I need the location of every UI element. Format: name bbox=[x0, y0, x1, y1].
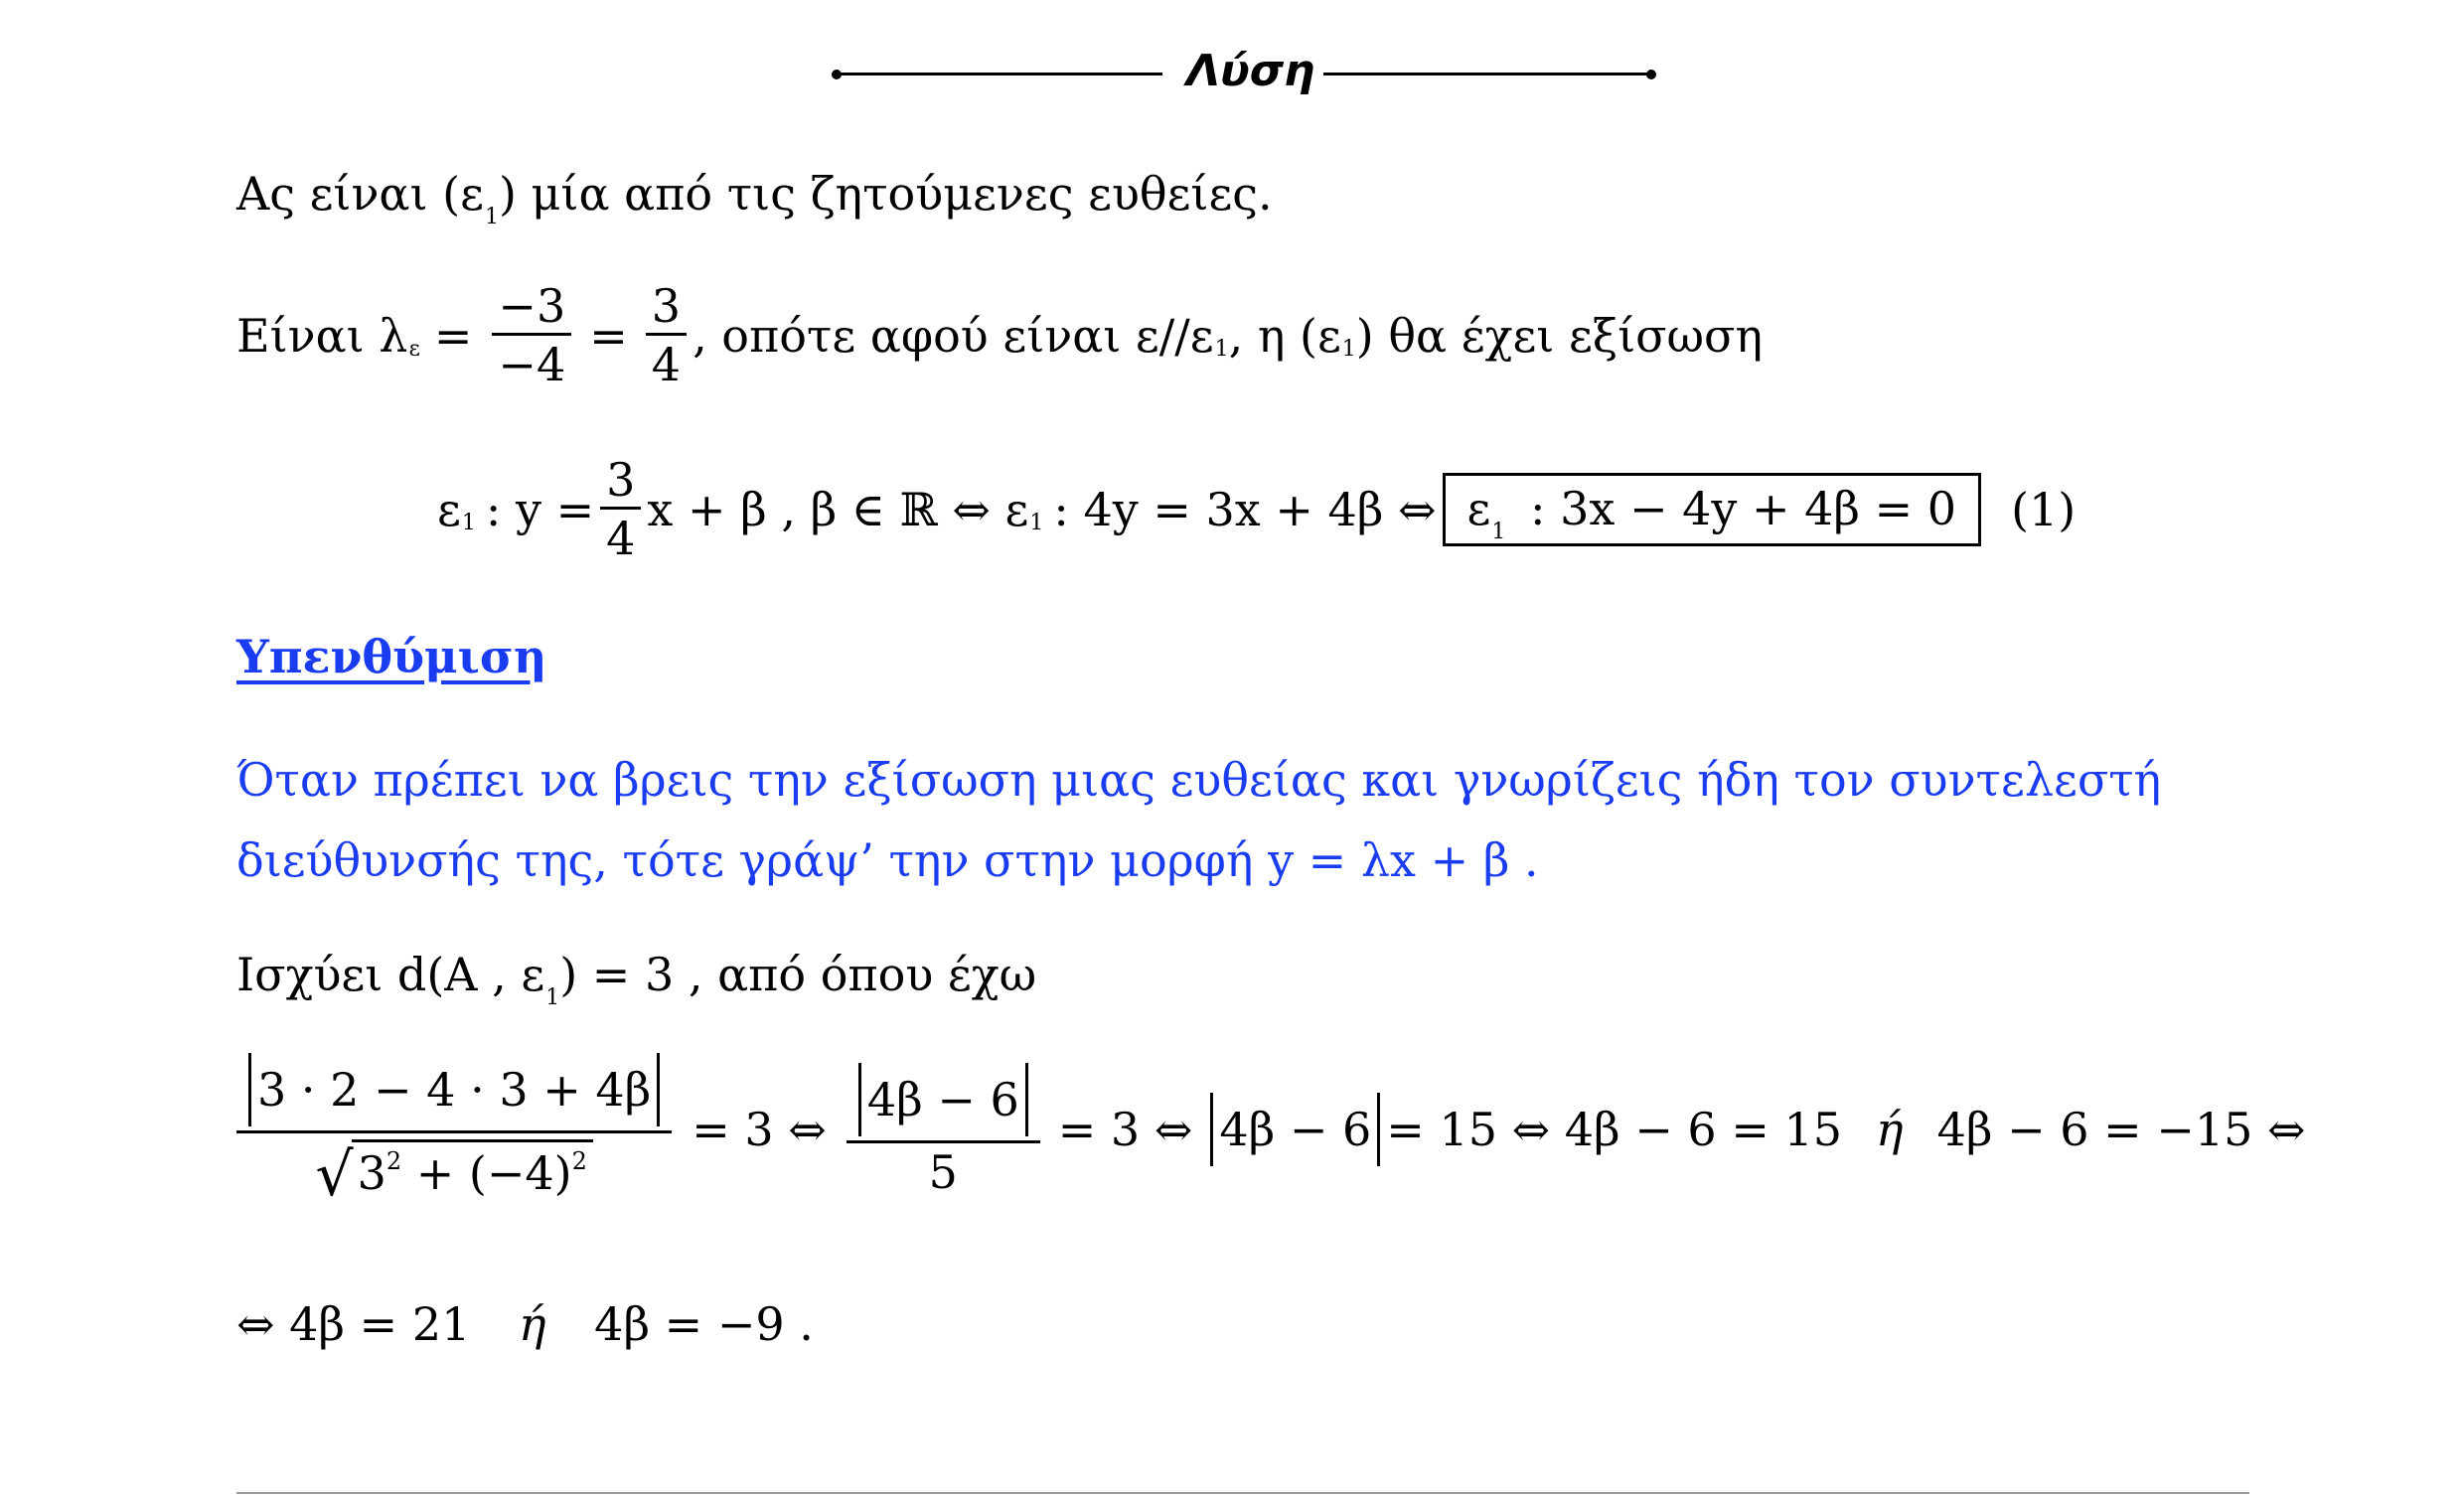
fraction-denominator: 4 bbox=[606, 512, 636, 565]
abs-content: 3 · 2 − 4 · 3 + 4β bbox=[257, 1063, 652, 1117]
section-title: Λύση bbox=[1186, 46, 1315, 96]
boxed-equation bbox=[1443, 473, 1982, 546]
sqrt-icon: √ bbox=[315, 1140, 354, 1210]
or-word: ή bbox=[1876, 1102, 1904, 1156]
sqrt-part-b: + (−4) bbox=[401, 1146, 572, 1200]
intro-subscript: 1 bbox=[484, 205, 499, 229]
footer-rule bbox=[236, 1492, 2249, 1494]
fraction-numerator bbox=[236, 1053, 672, 1130]
fraction-numerator bbox=[847, 1063, 1040, 1140]
slope-text-c: , η (ε bbox=[1228, 308, 1341, 363]
slope-equals-2: = bbox=[589, 308, 628, 363]
sqrt-argument bbox=[352, 1139, 593, 1200]
result-b: 4β = −9 . bbox=[594, 1297, 814, 1351]
slope-text-a: Είναι λ bbox=[236, 308, 408, 363]
distance-eq-4: 4β − 6 = −15 ⇔ bbox=[1936, 1102, 2306, 1156]
slope-fraction-2 bbox=[646, 279, 687, 391]
header-left-rule bbox=[837, 73, 1162, 75]
fraction-numerator: 3 bbox=[651, 279, 682, 333]
slope-sentence bbox=[236, 279, 1764, 391]
result-a: ⇔ 4β = 21 bbox=[236, 1297, 471, 1351]
slope-text-d: ) θα έχει εξίσωση bbox=[1355, 308, 1764, 363]
distance-fraction-2 bbox=[847, 1063, 1040, 1199]
boxed-subscript: 1 bbox=[1491, 519, 1506, 544]
eq-text-d: : 4y = 3x + 4β ⇔ bbox=[1053, 482, 1437, 536]
fraction-denominator: 4 bbox=[651, 338, 682, 391]
boxed-text: : 3x − 4y + 4β = 0 bbox=[1530, 481, 1957, 535]
line-equation bbox=[437, 453, 2077, 565]
fraction-denominator bbox=[309, 1133, 599, 1210]
abs-bar-left bbox=[248, 1053, 251, 1126]
abs-bar-left bbox=[1210, 1093, 1213, 1166]
fraction-numerator: 3 bbox=[606, 453, 636, 507]
sqrt-exponent-1: 2 bbox=[385, 1147, 402, 1175]
fraction-denominator: 5 bbox=[928, 1145, 958, 1199]
slope-subscript: ε bbox=[408, 336, 420, 362]
header-right-dot bbox=[1646, 70, 1656, 79]
reminder-line-1: Όταν πρέπει να βρεις την εξίσωση μιας ευθείας και γνωρίζεις ήδη τον συντελεστή bbox=[236, 753, 2162, 807]
sqrt-exponent-2: 2 bbox=[571, 1147, 587, 1175]
equation-label: (1) bbox=[2011, 482, 2077, 536]
distance-fraction bbox=[236, 1053, 672, 1210]
reminder-line-2: διεύθυνσής της, τότε γράψ’ την στην μορφή y = λx + β . bbox=[236, 833, 1539, 887]
abs-content: 4β − 6 bbox=[1219, 1102, 1372, 1156]
slope-subscript-3: 1 bbox=[1341, 336, 1356, 362]
slope-text-b: , οπότε αφού είναι ε//ε bbox=[693, 308, 1214, 363]
abs-content: 4β − 6 bbox=[866, 1073, 1019, 1126]
abs-bar-left bbox=[858, 1063, 861, 1136]
distance-sentence bbox=[236, 948, 1037, 1010]
eq-subscript: 1 bbox=[461, 510, 476, 535]
distance-equation bbox=[236, 1053, 2306, 1210]
slope-fraction-1 bbox=[492, 279, 571, 391]
sqrt-part-a: 3 bbox=[357, 1146, 386, 1200]
abs-bar-right bbox=[1025, 1063, 1028, 1136]
distance-text-a: Ισχύει d(A , ε bbox=[236, 948, 545, 1001]
eq-fraction bbox=[600, 453, 641, 565]
header-right-rule bbox=[1323, 73, 1651, 75]
intro-text-b: ) μία από τις ζητούμενες ευθείες. bbox=[498, 167, 1273, 221]
boxed-epsilon: ε bbox=[1466, 481, 1491, 535]
slope-equals-1: = bbox=[433, 308, 473, 363]
reminder-title: Υπενθύμιση bbox=[236, 630, 547, 683]
eq-text-b: : y = bbox=[485, 482, 595, 536]
or-word: ή bbox=[518, 1297, 546, 1351]
slope-subscript-2: 1 bbox=[1214, 336, 1229, 362]
distance-subscript: 1 bbox=[545, 985, 560, 1010]
intro-sentence bbox=[236, 167, 1273, 229]
fraction-numerator: −3 bbox=[498, 279, 566, 333]
intro-text-a: Ας είναι (ε bbox=[236, 167, 484, 221]
distance-eq-1: = 3 ⇔ bbox=[692, 1102, 827, 1156]
eq-epsilon: ε bbox=[437, 482, 461, 536]
eq-subscript-2: 1 bbox=[1029, 510, 1044, 535]
distance-text-b: ) = 3 , από όπου έχω bbox=[559, 948, 1037, 1001]
distance-eq-2: = 3 ⇔ bbox=[1057, 1102, 1193, 1156]
abs-bar-right bbox=[657, 1053, 660, 1126]
result-line bbox=[236, 1297, 814, 1351]
eq-text-c: x + β , β ∈ ℝ ⇔ ε bbox=[647, 482, 1029, 536]
distance-eq-3: = 15 ⇔ 4β − 6 = 15 bbox=[1386, 1102, 1843, 1156]
fraction-denominator: −4 bbox=[498, 338, 566, 391]
abs-bar-right bbox=[1377, 1093, 1380, 1166]
